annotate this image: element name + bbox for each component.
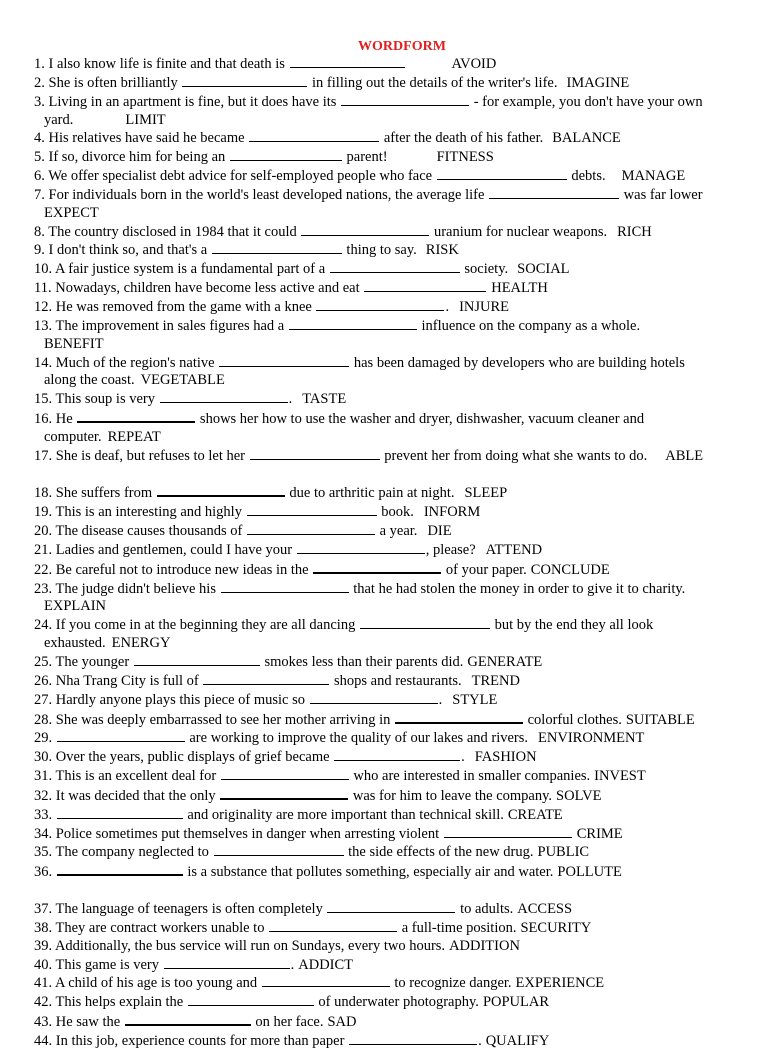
sentence-before-blank: It was decided that the only [55, 787, 220, 804]
exercise-item [34, 503, 748, 522]
sentence-after-blank: . [438, 691, 443, 708]
exercise-item [34, 541, 748, 560]
item-number: 26. [34, 672, 56, 689]
cue-word: TASTE [302, 391, 347, 408]
item-number: 44. [34, 1032, 56, 1049]
cue-word: CONCLUDE [530, 561, 610, 578]
item-number: 13. [34, 317, 56, 334]
sentence-after-blank: book. [377, 504, 414, 521]
exercise-item [34, 167, 748, 186]
sentence-after-blank: thing to say. [342, 242, 417, 259]
cue-word: FITNESS [436, 149, 494, 166]
item-number: 2. [34, 74, 49, 91]
answer-blank[interactable] [360, 616, 490, 629]
exercise-item [34, 129, 748, 148]
item-number: 21. [34, 541, 56, 558]
cue-word: INJURE [459, 298, 510, 315]
exercise-item [34, 390, 748, 409]
item-number: 31. [34, 768, 56, 785]
answer-blank[interactable] [395, 710, 523, 724]
exercise-item [34, 409, 748, 429]
item-number: 1. [34, 56, 49, 72]
sentence-before-blank: Over the years, public displays of grief became [55, 749, 334, 766]
item-number: 40. [34, 956, 56, 973]
sentence-after-blank: that he had stolen the money in order to give it to charity. [349, 580, 686, 597]
sentence-before-blank: The judge didn't believe his [55, 580, 220, 597]
section-gap [34, 466, 748, 484]
sentence-before-blank: The country disclosed in 1984 that it could [48, 223, 301, 240]
sentence-after-blank: shops and restaurants. [330, 672, 462, 689]
sentence-after-blank: . [478, 1032, 482, 1049]
sentence-before-blank: They are contract workers unable to [55, 919, 269, 936]
sentence-after-blank: on her face. [251, 1014, 324, 1031]
item-number: 35. [34, 844, 56, 861]
sentence-after-blank: of your paper. [442, 561, 527, 578]
sentence-before-blank: The younger [55, 654, 133, 670]
exercise-item [34, 241, 748, 260]
answer-blank[interactable] [290, 55, 405, 68]
sentence-after-blank: . [445, 298, 450, 315]
item-number: 41. [34, 975, 55, 992]
answer-blank[interactable] [310, 691, 438, 704]
answer-blank[interactable] [57, 729, 185, 742]
answer-blank[interactable] [134, 653, 260, 666]
answer-blank[interactable] [57, 806, 183, 819]
cue-word: ADDICT [298, 956, 354, 973]
sentence-before-blank: I also know life is finite and that death is [48, 56, 289, 72]
sentence-after-blank: after the death of his father. [380, 130, 544, 147]
item-number: 6. [34, 168, 49, 185]
sentence-before-blank: She was deeply embarrassed to see her mother arriving in [55, 711, 394, 728]
item-number: 30. [34, 749, 56, 766]
sentence-before-blank: If you come in at the beginning they are all dancing [55, 617, 359, 634]
item-number: 9. [34, 242, 49, 259]
cue-word: IMAGINE [566, 74, 630, 91]
exercise-item-continuation [34, 372, 748, 390]
cue-word: QUALIFY [485, 1032, 550, 1049]
answer-blank[interactable] [249, 129, 379, 142]
sentence-before-blank: She suffers from [55, 485, 156, 502]
cue-word: ENVIRONMENT [538, 730, 645, 747]
sentence-before-blank: Living in an apartment is fine, but it does have its [48, 93, 341, 110]
sentence-before-blank: This is an excellent deal for [55, 768, 220, 785]
cue-word: CRIME [576, 825, 623, 842]
answer-blank[interactable] [297, 541, 425, 554]
sentence-after-blank: are working to improve the quality of our lakes and rivers. [185, 730, 529, 747]
item-number: 36. [34, 864, 56, 881]
exercise-item [34, 260, 748, 279]
item-number: 8. [34, 223, 49, 240]
sentence-after-blank: in filling out the details of the writer's life. [308, 74, 558, 91]
sentence-after-blank: is a substance that pollutes something, especially air and water. [183, 864, 554, 881]
cue-word: LIMIT [125, 111, 166, 128]
continuation-text: EXPLAIN [44, 598, 107, 615]
answer-blank[interactable] [203, 672, 329, 685]
cue-word: TREND [471, 672, 520, 689]
answer-blank[interactable] [182, 74, 307, 87]
sentence-before-blank: I don't think so, and that's a [48, 242, 211, 259]
sentence-after-blank: society. [460, 261, 509, 278]
sentence-before-blank: This game is very [55, 956, 163, 973]
exercise-item [34, 55, 748, 74]
sentence-before-blank: Be careful not to introduce new ideas in the [55, 561, 313, 578]
sentence-after-blank: due to arthritic pain at night. [285, 485, 455, 502]
sentence-after-blank: to adults. [456, 900, 514, 917]
exercise-item [34, 354, 748, 373]
answer-blank[interactable] [437, 167, 567, 180]
cue-word: ABLE [665, 447, 704, 464]
exercise-item-continuation [34, 429, 748, 447]
cue-word: PUBLIC [537, 844, 590, 861]
item-number: 10. [34, 261, 55, 278]
cue-word: FASHION [474, 749, 537, 766]
sentence-after-blank: a year. [375, 523, 418, 540]
exercise-item [34, 729, 748, 748]
answer-blank[interactable] [221, 580, 349, 593]
cue-word: ENERGY [111, 635, 171, 652]
cue-word: RISK [425, 242, 459, 259]
sentence-before-blank: Police sometimes put themselves in danger when arresting violent [55, 825, 443, 842]
item-number: 15. [34, 391, 56, 408]
exercise-item-continuation [34, 635, 748, 653]
sentence-after-blank: , please? [425, 541, 476, 558]
cue-word: AVOID [451, 56, 497, 72]
exercise-item [34, 672, 748, 691]
exercise-item [34, 806, 748, 825]
answer-blank[interactable] [334, 748, 460, 761]
answer-blank[interactable] [212, 241, 342, 254]
exercise-item [34, 148, 748, 167]
answer-blank[interactable] [221, 767, 349, 780]
answer-blank[interactable] [57, 862, 183, 876]
sentence-after-blank: to recognize danger. [390, 975, 512, 992]
sentence-after-blank: uranium for nuclear weapons. [430, 223, 608, 240]
exercise-item [34, 616, 748, 635]
exercise-item [34, 956, 748, 975]
sentence-before-blank: Hardly anyone plays this piece of music so [55, 691, 309, 708]
cue-word: SUITABLE [625, 711, 695, 728]
cue-word: STYLE [452, 691, 498, 708]
exercise-item [34, 223, 748, 242]
item-number: 32. [34, 787, 56, 804]
sentence-after-blank: . [461, 749, 465, 766]
sentence-after-blank: but by the end they all look [490, 617, 654, 634]
answer-blank[interactable] [301, 223, 429, 236]
answer-blank[interactable] [230, 148, 342, 161]
cue-word: RICH [617, 223, 652, 240]
sentence-after-blank: was for him to leave the company. [349, 787, 553, 804]
exercise-item-continuation [34, 112, 748, 130]
sentence-after-blank: was far lower [620, 186, 703, 203]
answer-blank[interactable] [444, 825, 572, 838]
exercise-item [34, 825, 748, 844]
sentence-before-blank: The improvement in sales figures had a [55, 317, 288, 334]
sentence-after-blank: smokes less than their parents did. [260, 654, 464, 670]
answer-blank[interactable] [262, 974, 390, 987]
sentence-after-blank: prevent her from doing what she wants to do. [380, 447, 648, 464]
continuation-text: yard. [44, 111, 74, 128]
sentence-before-blank: Nowadays, children have become less active and eat [55, 280, 364, 297]
exercise-item [34, 653, 748, 672]
sentence-before-blank: This soup is very [55, 391, 159, 408]
sentence-after-blank: and originality are more important than technical skill. [183, 806, 504, 823]
answer-blank[interactable] [489, 186, 619, 199]
exercise-item-continuation [34, 205, 748, 223]
item-number: 7. [34, 186, 49, 203]
exercise-item [34, 938, 748, 956]
item-number: 5. [34, 149, 49, 166]
cue-word: ACCESS [517, 900, 573, 917]
answer-blank[interactable] [269, 919, 397, 932]
sentence-before-blank: The language of teenagers is often completely [55, 900, 327, 917]
exercise-item [34, 560, 748, 580]
sentence-before-blank: In this job, experience counts for more than paper [55, 1032, 349, 1049]
answer-blank[interactable] [160, 390, 288, 403]
sentence-after-blank: shows her how to use the washer and dryer, dishwasher, vacuum cleaner and [196, 411, 645, 428]
sentence-before-blank: He saw the [55, 1014, 124, 1031]
exercise-item [34, 691, 748, 710]
answer-blank[interactable] [327, 900, 455, 913]
item-number: 43. [34, 1014, 56, 1031]
sentence-before-blank: For individuals born in the world's least developed nations, the average life [48, 186, 489, 203]
sentence-after-blank: has been damaged by developers who are building hotels [350, 354, 685, 371]
item-number: 24. [34, 617, 56, 634]
cue-word: SLEEP [464, 485, 508, 502]
sentence-after-blank: . [288, 391, 293, 408]
exercise-item [34, 710, 748, 730]
item-number: 25. [34, 654, 56, 670]
sentence-before-blank: Much of the region's native [55, 354, 219, 371]
answer-blank[interactable] [289, 317, 417, 330]
exercise-item [34, 279, 748, 298]
sentence-before-blank: His relatives have said he became [48, 130, 249, 147]
item-number: 37. [34, 900, 56, 917]
exercise-list [34, 55, 748, 1051]
cue-word: SOLVE [556, 787, 602, 804]
item-number: 14. [34, 354, 56, 371]
cue-word: ADDITION [449, 937, 520, 954]
item-number: 17. [34, 447, 56, 464]
cue-word: EXPERIENCE [515, 975, 605, 992]
exercise-item [34, 767, 748, 786]
exercise-item [34, 483, 748, 503]
sentence-after-blank: of underwater photography. [314, 994, 479, 1011]
sentence-before-blank: This helps explain the [55, 994, 187, 1011]
exercise-item [34, 74, 748, 93]
sentence-before-blank: A fair justice system is a fundamental part of a [54, 261, 329, 278]
answer-blank[interactable] [313, 560, 441, 574]
cue-word: HEALTH [491, 280, 548, 297]
item-number: 12. [34, 298, 56, 315]
answer-blank[interactable] [364, 279, 486, 292]
exercise-item [34, 186, 748, 205]
exercise-item [34, 786, 748, 806]
cue-word: INFORM [423, 504, 481, 521]
sentence-before-blank: The disease causes thousands of [55, 523, 246, 540]
exercise-item [34, 993, 748, 1012]
cue-word: SOCIAL [517, 261, 570, 278]
answer-blank[interactable] [214, 843, 344, 856]
cue-word: REPEAT [107, 428, 161, 445]
item-number: 11. [34, 280, 56, 297]
continuation-text: EXPECT [44, 204, 99, 221]
sentence-before-blank: Nha Trang City is full of [55, 672, 203, 689]
answer-blank[interactable] [349, 1032, 477, 1045]
sentence-after-blank: influence on the company as a whole. [417, 317, 641, 334]
continuation-text: exhausted. [44, 635, 106, 652]
item-number: 3. [34, 93, 49, 110]
answer-blank[interactable] [247, 522, 375, 535]
worksheet-title: WORDFORM [358, 39, 446, 54]
sentence-after-blank: - for example, you don't have your own [470, 93, 703, 110]
exercise-item [34, 900, 748, 919]
exercise-item [34, 748, 748, 767]
exercise-item [34, 317, 748, 336]
exercise-item [34, 843, 748, 862]
exercise-item [34, 919, 748, 938]
exercise-item [34, 298, 748, 317]
continuation-text: BENEFIT [44, 335, 104, 352]
sentence-before-blank: Ladies and gentlemen, could I have your [55, 541, 296, 558]
exercise-item [34, 862, 748, 882]
exercise-item [34, 447, 748, 466]
answer-blank[interactable] [157, 483, 285, 497]
continuation-text: computer. [44, 428, 102, 445]
item-number: 33. [34, 806, 56, 823]
cue-word: ATTEND [485, 541, 543, 558]
cue-word: GENERATE [467, 654, 543, 670]
answer-blank[interactable] [247, 503, 377, 516]
sentence-after-blank: debts. [567, 168, 606, 185]
sentence-before-blank: We offer specialist debt advice for self-employed people who face [48, 168, 436, 185]
item-number: 28. [34, 711, 56, 728]
answer-blank[interactable] [316, 298, 444, 311]
item-number: 18. [34, 485, 56, 502]
exercise-item-continuation [34, 598, 748, 616]
answer-blank[interactable] [330, 260, 460, 273]
sentence-before-blank: He was removed from the game with a knee [55, 298, 316, 315]
section-gap [34, 882, 748, 900]
cue-word: POLLUTE [557, 864, 622, 881]
sentence-before-blank: She is deaf, but refuses to let her [55, 447, 249, 464]
sentence-after-blank: . [290, 956, 295, 973]
exercise-item [34, 1032, 748, 1051]
sentence-after-blank: a full-time position. [398, 919, 517, 936]
item-number: 4. [34, 130, 49, 147]
item-number: 20. [34, 523, 56, 540]
exercise-item-continuation [34, 336, 748, 354]
cue-word: DIE [427, 523, 452, 540]
sentence-before-blank: He [55, 411, 77, 428]
exercise-item [34, 1012, 748, 1032]
sentence-after-blank: parent! [342, 149, 388, 166]
item-number: 16. [34, 411, 56, 428]
item-number: 34. [34, 825, 56, 842]
continuation-text: along the coast. [44, 372, 135, 389]
sentence-before-blank: This is an interesting and highly [55, 504, 246, 521]
cue-word: BALANCE [552, 130, 621, 147]
sentence-after-blank: colorful clothes. [523, 711, 622, 728]
item-number: 23. [34, 580, 56, 597]
sentence-before-blank: A child of his age is too young and [54, 975, 261, 992]
item-number: 42. [34, 994, 56, 1011]
answer-blank[interactable] [188, 993, 314, 1006]
cue-word: INVEST [594, 768, 646, 785]
item-number: 22. [34, 561, 56, 578]
cue-word: POPULAR [482, 994, 550, 1011]
item-number: 27. [34, 691, 56, 708]
cue-word: VEGETABLE [140, 372, 225, 389]
item-number: 29. [34, 730, 56, 747]
answer-blank[interactable] [77, 409, 195, 423]
sentence-before-blank: She is often brilliantly [48, 74, 182, 91]
exercise-item [34, 93, 748, 112]
cue-word: SECURITY [520, 919, 592, 936]
exercise-item [34, 522, 748, 541]
exercise-item [34, 974, 748, 993]
cue-word: MANAGE [621, 168, 686, 185]
sentence-after-blank: who are interested in smaller companies. [349, 768, 591, 785]
sentence-before-blank: The company neglected to [55, 844, 213, 861]
item-number: 19. [34, 504, 56, 521]
answer-blank[interactable] [219, 354, 349, 367]
answer-blank[interactable] [220, 786, 348, 800]
cue-word: SAD [327, 1014, 357, 1031]
sentence-before-blank: If so, divorce him for being an [48, 149, 229, 166]
answer-blank[interactable] [341, 93, 469, 106]
answer-blank[interactable] [164, 956, 290, 969]
answer-blank[interactable] [250, 447, 380, 460]
item-number: 38. [34, 919, 56, 936]
exercise-item [34, 580, 748, 599]
sentence-before-blank: Additionally, the bus service will run on Sundays, every two hours. [54, 937, 446, 954]
item-number: 39. [34, 937, 55, 954]
cue-word: CREATE [507, 806, 563, 823]
sentence-after-blank: the side effects of the new drug. [344, 844, 534, 861]
